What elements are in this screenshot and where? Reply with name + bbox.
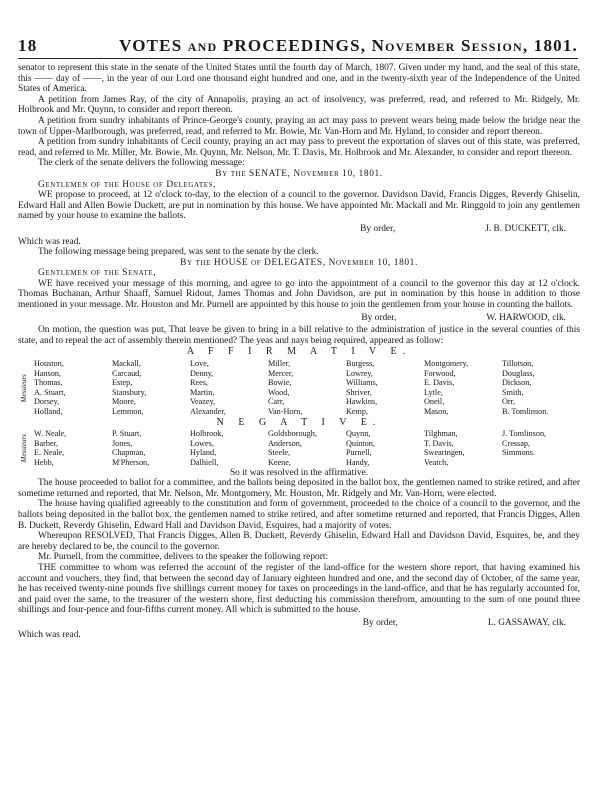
senate-message-body: WE propose to proceed, at 12 o'clock to-day, to the election of a council to the governor. Davidson David, Francis Digges, Reverdy Ghiselin, Edward Hall and Allen Bowie Duckett, are put in nomination by this house. We have appointed Mr. Mackall and Mr. Ringgold to join any gentlemen named by your house to examine the ballots. — [18, 190, 580, 222]
senate-clerk: J. B. DUCKETT, clk. — [485, 223, 566, 234]
paragraph-p11: Whereupon RESOLVED, That Francis Digges, Allen B. Duckett, Reverdy Ghiselin, Edward Hall and Davidson David, Esquires, be, and they are hereby declared to be, the council to the governor. — [18, 531, 580, 552]
affirmative-voter: Van-Horn, — [268, 407, 303, 416]
negative-voter: Anderson, — [268, 438, 302, 448]
negative-voter: Hebb, — [34, 457, 54, 467]
negative-voter: Barber, — [34, 438, 58, 448]
house-message-heading: By the HOUSE of DELEGATES, November 10, 1801. — [180, 257, 418, 268]
affirmative-voter: Tillotson, — [502, 359, 534, 369]
negative-voter: Holbrook, — [190, 429, 224, 439]
affirmative-voter: Houston, — [34, 359, 64, 369]
affirmative-voter: Montgomery, — [424, 359, 469, 369]
affirmative-voter: Douglass, — [502, 368, 535, 378]
negative-voter: M'Pherson, — [112, 457, 150, 467]
affirmative-voter: Rees, — [190, 378, 208, 388]
negative-voter: Handy, — [346, 457, 370, 467]
affirmative-voter: Dickson, — [502, 378, 532, 388]
paragraph-p12: Mr. Purnell, from the committee, delivers to the speaker the following report: — [38, 552, 329, 563]
house-salutation: Gentlemen of the Senate, — [38, 268, 157, 279]
affirmative-voter: Mackall, — [112, 359, 141, 369]
negative-voter: J. Tomlinson, — [502, 429, 547, 439]
negative-voter: Dalhiell, — [190, 457, 219, 467]
affirmative-voter: Williams, — [346, 378, 378, 388]
house-clerk: W. HARWOOD, clk. — [486, 312, 566, 323]
paragraph-p9: The house proceeded to ballot for a committee, and the ballots being deposited in the ballot box, the gentlemen named to strike retired, and after sometime returned and reported, that Mr. Nelson, Mr. Montgomery, Mr. Houston, Mr. Ridgely and Mr. Van-Horn, were elected. — [18, 478, 580, 499]
house-message-body: WE have received your message of this morning, and agree to go into the appointment of a council to the governor this day at 12 o'clock. Thomas Buchanan, Arthur Shaaff, Samuel Ridout, James Thomas and John Davidson, are put in nomination by this house in addition to those mentioned in your message. Mr. Houston and Mr. Purnell are appointed by this house to join the gentlemen from your house in counting the ballots. — [18, 278, 580, 311]
affirmative-voter: Denny, — [190, 368, 214, 378]
paragraph-p1: senator to represent this state in the senate of the United States until the fourth day of March, 1807. Given under my hand, and the seal of this state, this —— day of ——, in the year of our Lord one thousand eight hundred and one, and in the twenty-sixth year of the Independence of the United States of America. — [18, 63, 580, 95]
affirmative-voter: Forwood, — [424, 368, 456, 378]
negative-voter: Jones, — [112, 438, 133, 448]
affirmative-voter: Carcaud, — [112, 368, 142, 378]
affirmative-grid — [34, 359, 580, 417]
affirmative-voter: Shriver, — [346, 387, 372, 397]
negative-voter: Steele, — [268, 448, 291, 458]
final-clerk: L. GASSAWAY, clk. — [487, 617, 566, 628]
paragraph-p13: THE committee to whom was referred the account of the register of the land-office for the western shore report, that having examined his account and vouchers, they find, that between the second day of January eighteen hundred and one, and the second day of October, of the same year, he has received twenty-nine pounds five shillings current money for taxes on proceedings in the land-office, and that he has regularly accounted for, and paid over the same, to the treasurer of the western shore, first deducting his commission therefrom, amounting to the sum of one pound three shillings and four-pence and four-fifths current money. All which is submitted to the house. — [18, 562, 580, 616]
affirmative-voter: Martin, — [190, 387, 215, 397]
senate-signature — [18, 224, 580, 235]
negative-votes — [18, 429, 580, 467]
negative-voter: Cressap, — [502, 438, 530, 448]
final-by-order: By order, — [362, 617, 398, 628]
negative-voter: Swearingen, — [424, 448, 465, 458]
paragraph-p14: Which was read. — [18, 630, 81, 641]
paragraph-p7: The following message being prepared, was sent to the senate by the clerk. — [38, 247, 319, 258]
affirmative-voter: Veazey, — [190, 397, 216, 407]
negative-voter: Simmons. — [502, 448, 535, 458]
negative-voter: Goldsborough, — [268, 429, 317, 439]
senate-by-order: By order, — [360, 223, 396, 234]
affirmative-voter: A. Stuart, — [34, 387, 66, 397]
affirmative-voter: Smith, — [502, 387, 524, 397]
negative-voter: Lowes, — [190, 438, 214, 448]
affirmative-voter: Lemmon, — [112, 407, 144, 416]
house-signature — [18, 313, 580, 324]
affirmative-heading: A F F I R M A T I V E. — [186, 346, 412, 358]
affirmative-voter: Holland, — [34, 407, 63, 416]
affirmative-voter: Hanson, — [34, 368, 62, 378]
house-by-order: By order, — [361, 312, 397, 323]
affirmative-voter: E. Davis, — [424, 378, 455, 388]
affirmative-voter: Miller, — [268, 359, 291, 369]
senate-message-heading: By the SENATE, November 10, 1801. — [215, 168, 383, 179]
affirmative-voter: Hawkins, — [346, 397, 378, 407]
paragraph-p6: Which was read. — [18, 236, 81, 247]
affirmative-voter: Lytle, — [424, 387, 443, 397]
negative-voter: E. Neale, — [34, 448, 65, 458]
affirmative-voter: Bowie, — [268, 378, 292, 388]
affirmative-voter: Wood, — [268, 387, 290, 397]
affirmative-votes — [18, 359, 580, 417]
final-signature — [18, 618, 580, 629]
header-rule — [18, 58, 578, 59]
negative-voter: Purnell, — [346, 448, 372, 458]
negative-side-label: Messieurs — [19, 434, 28, 463]
paragraph-p3: A petition from sundry inhabitants of Prince-George's county, praying an act may pass to prevent wears being made below the bridge near the town of Upper-Marlborough, was preferred, read, and referred to Mr. Bowie, Mr. Van-Horn and Mr. Hyland, to consider and report thereon. — [18, 115, 580, 137]
negative-grid — [34, 429, 580, 467]
affirmative-voter: Lowrey, — [346, 368, 373, 378]
affirmative-voter: Carr, — [268, 397, 285, 407]
paragraph-p10: The house having qualified agreeably to the constitution and form of government, proceeded to the choice of a council to the governor, and the ballots being deposited in the ballot box, the gentlemen named to strike retired, and after sometime returned and reported, that Francis Digges, Allen B. Duckett, Reverdy Ghiselin, Edward Hall and Davidson David, Esquires, had a majority of votes. — [18, 499, 580, 531]
affirmative-voter: Dorsey, — [34, 397, 60, 407]
negative-voter: Veatch, — [424, 457, 449, 467]
negative-voter: Quinton, — [346, 438, 375, 448]
affirmative-voter: B. Tomlinson. — [502, 407, 549, 416]
affirmative-voter: Alexander, — [190, 407, 226, 416]
affirmative-voter: Love, — [190, 359, 209, 369]
affirmative-voter: Oneil, — [424, 397, 445, 407]
negative-voter: P. Stuart, — [112, 429, 142, 439]
affirmative-voter: Orr, — [502, 397, 516, 407]
affirmative-voter: Burgess, — [346, 359, 375, 369]
affirmative-voter: Thomas, — [34, 378, 63, 388]
affirmative-voter: Estep, — [112, 378, 133, 388]
affirmative-voter: Mason, — [424, 407, 449, 416]
negative-voter: T. Davis, — [424, 438, 454, 448]
negative-voter: Quynn, — [346, 429, 371, 439]
negative-voter — [502, 458, 580, 468]
page-header — [18, 36, 578, 56]
negative-voter: Hyland, — [190, 448, 217, 458]
negative-voter: W. Neale, — [34, 429, 67, 439]
affirmative-voter: Mercer, — [268, 368, 294, 378]
senate-salutation: Gentlemen of the House of Delegates, — [38, 179, 217, 190]
paragraph-p2: A petition from James Ray, of the city of Annapolis, praying an act of insolvency, was preferred, read, and referred to Mr. Ridgely, Mr. Holbrook and Mr. Quynn, to consider and report thereon. — [18, 94, 580, 116]
document-body — [18, 63, 580, 641]
negative-voter: Tilghman, — [424, 429, 458, 439]
affirmative-voter: Kemp, — [346, 407, 369, 416]
resolved-line: So it was resolved in the affirmative. — [229, 467, 369, 478]
paragraph-p8: On motion, the question was put, That leave be given to bring in a bill relative to the administration of justice in the several counties of this state, and to repeal the act of assembly therein mentioned? The yeas and nays being required, appeared as follow: — [18, 325, 580, 346]
negative-voter: Chapman, — [112, 448, 146, 458]
paragraph-p5: The clerk of the senate delivers the following message: — [38, 158, 245, 169]
paragraph-p4: A petition from sundry inhabitants of Cecil county, praying an act may pass to prevent the exportation of slaves out of this state, was preferred, read, and referred to Mr. Miller, Mr. Bowie, Mr. Quynn, Mr. Nelson, Mr. T. Davis, Mr. Holbrook and Mr. Alexander, to consider and report thereon. — [18, 137, 580, 158]
page-number: 18 — [18, 36, 38, 55]
affirmative-side-label: Messieurs — [19, 373, 28, 403]
negative-voter: Keene, — [268, 457, 291, 467]
negative-heading: N E G A T I V E. — [216, 416, 382, 428]
affirmative-voter: Stansbury, — [112, 387, 147, 397]
affirmative-voter: Moore, — [112, 397, 136, 407]
page-title: VOTES and PROCEEDINGS, November Session, 1801. — [119, 36, 578, 55]
